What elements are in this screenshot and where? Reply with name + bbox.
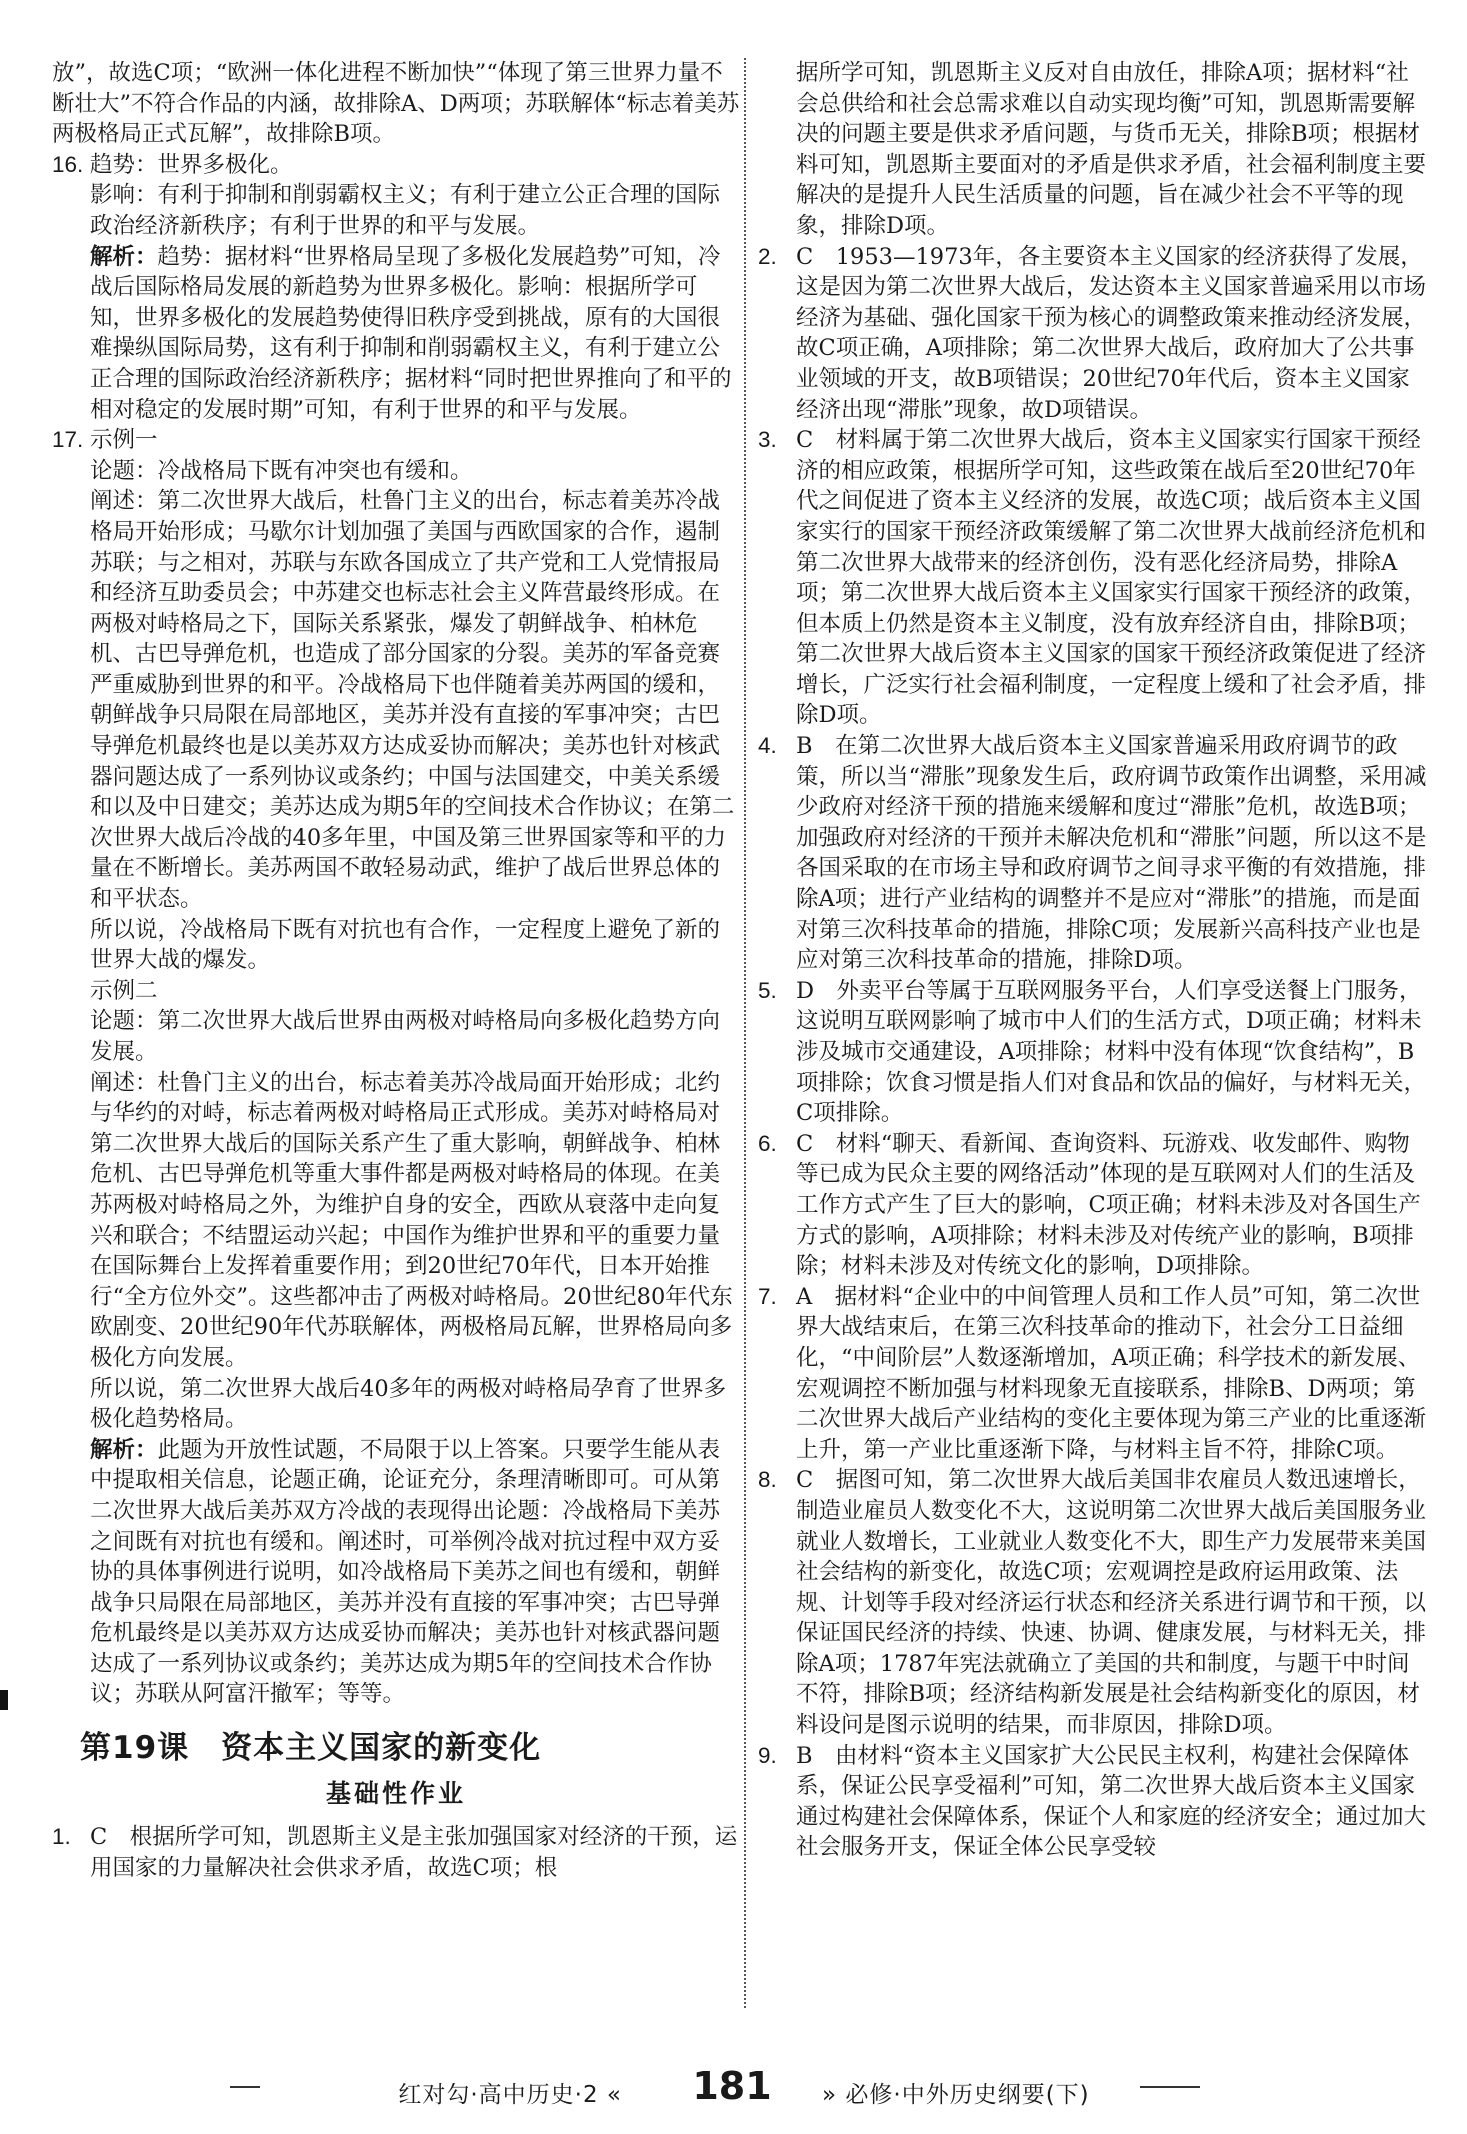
section-title: 基础性作业 (325, 1779, 466, 1809)
left-guillemet-icon: « (606, 2082, 622, 2108)
answer-1-text: C 根据所学可知，凯恩斯主义是主张加强国家对经济的干预，运用国家的力量解决社会供求矛盾，故选C项；根 (90, 1824, 738, 1881)
footer-rule-left (230, 2086, 260, 2088)
question-number: 3. (758, 427, 777, 453)
analysis-text: 此题为开放性试题，不局限于以上答案。只要学生能从表中提取相关信息，论题正确，论证充分，条理清晰即可。可从第二次世界大战后美苏双方冷战的表现得出论题：冷战格局下美苏之间既有对抗也有缓和。阐述时，可举例冷战对抗过程中双方妥协的具体事例进行说明，如冷战格局下美苏之间也有缓和，朝鲜战争只局限在局部地区，美苏并没有直接的军事冲突；古巴导弹危机最终是以美苏双方达成妥协而解决；美苏也针对核武器问题达成了一系列协议或条约；美苏达成为期5年的空间技术合作协议；苏联从阿富汗撤军；等等。 (90, 1436, 721, 1708)
answer-text: C 1953—1973年，各主要资本主义国家的经济获得了发展，这是因为第二次世界大战后，发达资本主义国家普遍采用以市场经济为基础、强化国家干预为核心的调整政策来推动经济发展，故C项正确，A项排除；第二次世界大战后，政府加大了公共事业领域的开支，故B项错误；20世纪70年代后，资本主义国家经济出现“滞胀”现象，故D项错误。 (796, 243, 1427, 423)
footer-book-title (398, 2076, 622, 2109)
question-number: 1. (52, 1824, 71, 1850)
example-1-thesis: 论题：冷战格局下既有冲突也有缓和。 (90, 457, 473, 484)
answer-16-impact: 影响：有利于抑制和削弱霸权主义；有利于建立公正合理的国际政治经济新秩序；有利于世界的和平与发展。 (90, 182, 721, 239)
answer-1 (52, 1822, 740, 1883)
question-number: 7. (758, 1283, 777, 1309)
page-footer (0, 2058, 1467, 2116)
analysis-text: 趋势：据材料“世界格局呈现了多极化发展趋势”可知，冷战后国际格局发展的新趋势为世界多极化。影响：根据所学可知，世界多极化的发展趋势使得旧秩序受到挑战，原有的大国很难操纵国际局势，这有利于抑制和削弱霸权主义，有利于建立公正合理的国际政治经济新秩序；据材料“同时把世界推向了和平的相对稳定的发展时期”可知，有利于世界的和平与发展。 (90, 243, 732, 423)
answer-text: A 据材料“企业中的中间管理人员和工作人员”可知，第二次世界大战结束后，在第三次科技革命的推动下，社会分工日益细化，“中间阶层”人数逐渐增加，A项正确；科学技术的新发展、宏观调控不断加强与材料现象无直接联系，排除B、D两项；第二次世界大战后产业结构的变化主要体现为第三产业的比重逐渐上升，第一产业比重逐渐下降，与材料主旨不符，排除C项。 (796, 1283, 1427, 1463)
continued-answer-15: 放”，故选C项；“欧洲一体化进程不断加快”“体现了第三世界力量不断壮大”不符合作品的内涵，故排除A、D两项；苏联解体“标志着美苏两极格局正式瓦解”，故排除B项。 (52, 60, 740, 148)
example-1-body: 阐述：第二次世界大战后，杜鲁门主义的出台，标志着美苏冷战格局开始形成；马歇尔计划加强了美国与西欧国家的合作，遏制苏联；与之相对，苏联与东欧各国成立了共产党和工人党情报局和经济互助委员会；中苏建交也标志社会主义阵营最终形成。在两极对峙格局之下，国际关系紧张，爆发了朝鲜战争、柏林危机、古巴导弹危机，也造成了部分国家的分裂。美苏的军备竞赛严重威胁到世界的和平。冷战格局下也伴随着美苏两国的缓和，朝鲜战争只局限在局部地区，美苏并没有直接的军事冲突；古巴导弹危机最终也是以美苏双方达成妥协而解决；美苏也针对核武器问题达成了一系列协议或条约；中国与法国建交，中美关系缓和以及中日建交；美苏达成为期5年的空间技术合作协议；在第二次世界大战后冷战的40多年里，中国及第三世界国家等和平的力量在不断增长。美苏两国不敢轻易动武，维护了战后世界总体的和平状态。 (90, 488, 735, 913)
edge-mark (0, 1690, 8, 1710)
example-2-conclusion: 所以说，第二次世界大战后40多年的两极对峙格局孕育了世界多极化趋势格局。 (90, 1375, 727, 1433)
answer-17 (52, 425, 740, 1710)
answer-5 (758, 976, 1428, 1129)
example-1-conclusion: 所以说，冷战格局下既有对抗也有合作，一定程度上避免了新的世界大战的爆发。 (90, 916, 721, 974)
answer-16 (52, 150, 740, 425)
question-number: 17. (52, 427, 84, 453)
page-number: 181 (692, 2064, 772, 2108)
example-2-thesis: 论题：第二次世界大战后世界由两极对峙格局向多极化趋势方向发展。 (90, 1008, 721, 1065)
answer-4 (758, 731, 1428, 976)
answer-text: C 材料属于第二次世界大战后，资本主义国家实行国家干预经济的相应政策，根据所学可知，这些政策在战后至20世纪70年代之间促进了资本主义经济的发展，故选C项；战后资本主义国家实行的国家干预经济政策缓解了第二次世界大战前经济危机和第二次世界大战带来的经济创伤，没有恶化经济局势，排除A项；第二次世界大战后资本主义国家实行国家干预经济的政策，但本质上仍然是资本主义制度，没有放弃经济自由，排除B项；第二次世界大战后资本主义国家的国家干预经济政策促进了经济增长，广泛实行社会福利制度，一定程度上缓和了社会矛盾，排除D项。 (796, 427, 1427, 729)
answer-text: B 由材料“资本主义国家扩大公民民主权利，构建社会保障体系，保证公民享受福利”可知，第二次世界大战后资本主义国家通过构建社会保障体系，保证个人和家庭的经济安全；通过加大社会服务开支，保证全体公民享受较 (796, 1742, 1427, 1861)
footer-rule-right (1140, 2086, 1200, 2088)
answer-16-trend: 趋势：世界多极化。 (90, 151, 293, 178)
footer-course-title (822, 2076, 1090, 2109)
question-number: 8. (758, 1467, 777, 1493)
question-number: 2. (758, 243, 777, 269)
footer-right-text: 必修·中外历史纲要(下) (845, 2082, 1090, 2108)
analysis-label: 解析： (90, 243, 158, 270)
answer-text: B 在第二次世界大战后资本主义国家普遍采用政府调节的政策，所以当“滞胀”现象发生后，政府调节政策作出调整，采用减少政府对经济干预的措施来缓解和度过“滞胀”危机，故选B项；加强政府对经济的干预并未解决危机和“滞胀”问题，所以这不是各国采取的在市场主导和政府调节之间寻求平衡的有效措施，排除A项；进行产业结构的调整并不是应对“滞胀”的措施，而是面对第三次科技革命的措施，排除C项；发展新兴高科技产业也是应对第三次科技革命的措施，排除D项。 (796, 733, 1427, 974)
question-number: 5. (758, 977, 777, 1003)
answer-16-analysis (90, 242, 740, 426)
answer-9 (758, 1741, 1428, 1863)
question-number: 6. (758, 1130, 777, 1156)
answer-8 (758, 1465, 1428, 1740)
right-guillemet-icon: » (822, 2082, 838, 2108)
answer-7 (758, 1282, 1428, 1466)
answer-1-continued-text: 据所学可知，凯恩斯主义反对自由放任，排除A项；据材料“社会总供给和社会总需求难以自动实现均衡”可知，凯恩斯需要解决的问题主要是供求矛盾问题，与货币无关，排除B项；根据材料可知，凯恩斯主要面对的矛盾是供求矛盾，社会福利制度主要解决的是提升人民生活质量的问题，旨在减少社会不平等的现象，排除D项。 (796, 60, 1427, 239)
answer-3 (758, 425, 1428, 731)
column-divider (744, 58, 746, 2008)
left-column (52, 58, 740, 1883)
answer-text: C 材料“聊天、看新闻、查询资料、玩游戏、收发邮件、购物等已成为民众主要的网络活动”体现的是互联网对人们的生活及工作方式产生了巨大的影响，C项正确；材料未涉及对各国生产方式的影响，A项排除；材料未涉及对传统产业的影响，B项排除；材料未涉及对传统文化的影响，D项排除。 (796, 1130, 1421, 1280)
right-column (758, 58, 1428, 1863)
example-2-title: 示例二 (90, 977, 158, 1004)
example-2-body: 阐述：杜鲁门主义的出台，标志着美苏冷战局面开始形成；北约与华约的对峙，标志着两极对峙格局正式形成。美苏对峙格局对第二次世界大战后的国际关系产生了重大影响，朝鲜战争、柏林危机、古巴导弹危机等重大事件都是两极对峙格局的体现。在美苏两极对峙格局之外，为维护自身的安全，西欧从衰落中走向复兴和联合；不结盟运动兴起；中国作为维护世界和平的重要力量在国际舞台上发挥着重要作用；到20世纪70年代，日本开始推行“全方位外交”。这些都冲击了两极对峙格局。20世纪80年代东欧剧变、20世纪90年代苏联解体，两极格局瓦解，世界格局向多极化方向发展。 (90, 1069, 733, 1371)
question-number: 16. (52, 151, 84, 177)
footer-left-text: 红对勾·高中历史·2 (398, 2082, 599, 2108)
answer-text: C 据图可知，第二次世界大战后美国非农雇员人数迅速增长，制造业雇员人数变化不大，这说明第二次世界大战后美国服务业就业人数增长，工业就业人数变化不大，即生产力发展带来美国社会结构的新变化，故选C项；宏观调控是政府运用政策、法规、计划等手段对经济运行状态和经济关系进行调节和干预，以保证国民经济的持续、快速、协调、健康发展，与材料无关，排除A项；1787年宪法就确立了美国的共和制度，与题干中时间不符，排除B项；经济结构新发展是社会结构新变化的原因，材料设问是图示说明的结果，而非原因，排除D项。 (796, 1467, 1427, 1739)
analysis-label: 解析： (90, 1436, 158, 1463)
question-number: 4. (758, 733, 777, 759)
lesson-title: 第19课 资本主义国家的新变化 (80, 1730, 542, 1767)
answer-text: D 外卖平台等属于互联网服务平台，人们享受送餐上门服务，这说明互联网影响了城市中人们的生活方式，D项正确；材料未涉及城市交通建设，A项排除；材料中没有体现“饮食结构”，B项排除；饮食习惯是指人们对食品和饮品的偏好，与材料无关，C项排除。 (796, 977, 1427, 1127)
question-number: 9. (758, 1742, 777, 1768)
answer-17-analysis (90, 1435, 740, 1710)
answer-6 (758, 1129, 1428, 1282)
example-1-title: 示例一 (90, 427, 158, 454)
answer-2 (758, 242, 1428, 426)
answer-1-continued (758, 58, 1428, 242)
